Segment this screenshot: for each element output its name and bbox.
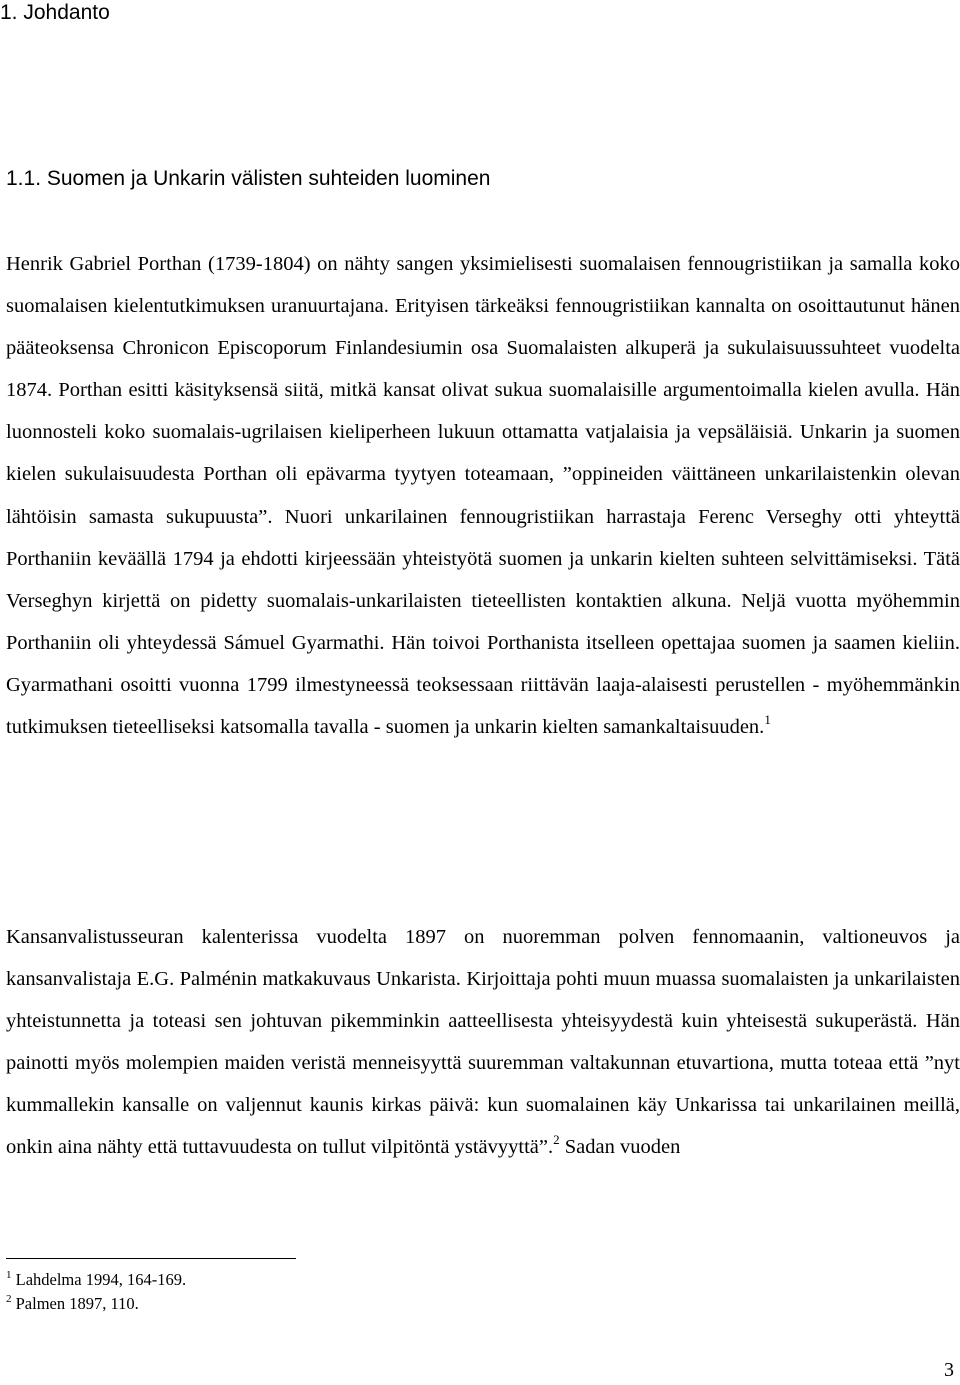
paragraph-text: Henrik Gabriel Porthan (1739-1804) on nähty sangen yksimielisesti suomalaisen fennougristiikan ja samalla koko suomalaisen kielentutkimuksen uranuurtajana. Erityisen tärkeäksi fennougristiikan kannalta on osoittautunut hänen pääteoksensa Chronicon Episcoporum Finlandesiumin osa Suomalaisten alkuperä ja sukulaisuussuhteet vuodelta 1874. Porthan esitti käsityksensä siitä, mitkä kansat olivat sukua suomalaisille argumentoimalla kielen avulla. Hän luonnosteli koko suomalais-ugrilaisen kieliperheen lukuun ottamatta vatjalaisia ja vepsäläisiä. Unkarin ja suomen kielen sukulaisuudesta Porthan oli epävarma tyytyen toteamaan, ”oppineiden väittäneen unkarilaistenkin olevan lähtöisin samasta sukupuusta”. Nuori unkarilainen fennougristiikan harrastaja Ferenc Verseghy otti yhteyttä Porthaniin keväällä 1794 ja ehdotti kirjeessään yhteistyötä suomen ja unkarin kielten suhteen selvittämiseksi. Tätä Verseghyn kirjettä on pidetty suomalais-unkarilaisten tieteellisten kontaktien alkuna. Neljä vuotta myöhemmin Porthaniin oli yhteydessä Sámuel Gyarmathi. Hän toivoi Porthanista itselleen opettajaa suomen ja saamen kieliin. Gyarmathani osoitti vuonna 1799 ilmestyneessä teoksessaan riittävän laaja-alaisesti perustellen - myöhemmänkin tutkimuksen tieteelliseksi katsomalla tavalla - suomen ja unkarin kielten samankaltaisuuden. <box>6 253 960 739</box>
footnote-reference[interactable]: 1 <box>764 712 771 728</box>
paragraph-text: Kansanvalistusseuran kalenterissa vuodelta 1897 on nuoremman polven fennomaanin, valtioneuvos ja kansanvalistaja E.G. Palménin matkakuvaus Unkarista. Kirjoittaja pohti muun muassa suomalaisten ja unkarilaisten yhteistunnetta ja toteasi sen johtuvan pikemminkin aatteellisesta yhteisyydestä kuin yhteisestä sukuperästä. Hän painotti myös molempien maiden veristä menneisyyttä suuremman valtakunnan etuvartiona, mutta toteaa että ”nyt kummallekin kansalle on valjennut kaunis kirkas päivä: kun suomalainen käy Unkarissa tai unkarilainen meillä, onkin aina nähty että tuttavuudesta on tullut vilpitöntä ystävyyttä”. <box>6 926 960 1159</box>
footnote-number: 2 <box>6 1293 12 1305</box>
page-number: 3 <box>944 1359 954 1381</box>
footnote-divider <box>6 1258 296 1259</box>
footnote-text: Palmen 1897, 110. <box>15 1294 139 1313</box>
paragraph-continuation: Sadan vuoden <box>564 1136 681 1159</box>
chapter-heading: 1. Johdanto <box>0 1 110 24</box>
footnote-reference[interactable]: 2 <box>553 1132 560 1148</box>
footnote-number: 1 <box>6 1269 12 1281</box>
footnote-text: Lahdelma 1994, 164-169. <box>15 1270 187 1289</box>
paragraph-porthan <box>6 243 960 748</box>
footnote <box>6 1294 139 1314</box>
paragraph-kansanvalistusseura <box>6 916 960 1169</box>
footnote <box>6 1270 186 1290</box>
section-heading: 1.1. Suomen ja Unkarin välisten suhteiden luominen <box>6 167 491 190</box>
